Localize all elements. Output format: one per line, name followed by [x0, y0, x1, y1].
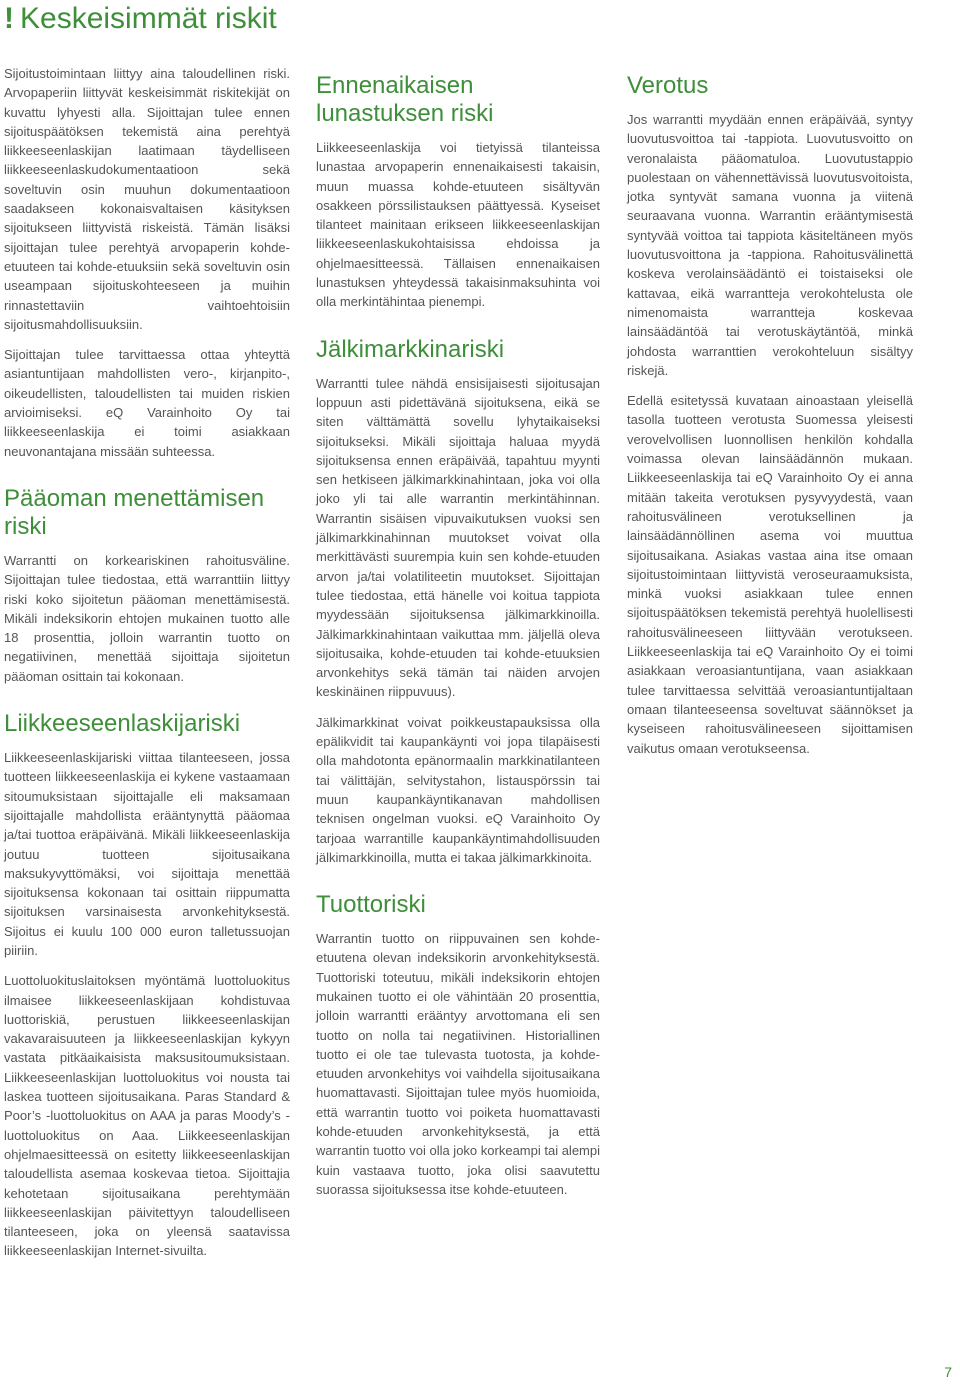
intro-paragraph: Sijoitustoimintaan liittyy aina taloudellinen riski. Arvopaperiin liittyvät keskeisimmät riskitekijät on kuvattu lyhyesti alla. Sijoittajan tulee ennen sijoituspäätöksen tekemistä aina perehtyä liikkeeseenlaskijan laatimaan täydelliseen liikkeeseenlaskudokumentaatioon sekä soveltuvin osin muuhun dokumentaatioon saadakseen kokonaisvaltaisen käsityksen sijoitukseen liittyvistä riskeistä. Tämän lisäksi sijoittajan tulee perehtyä arvopaperin kohde-etuuteen tai kohde-etuuksiin sekä soveltuvin osin useampaan sijoituskohteeseen ja muihin rinnastettaviin vaihtoehtoisiin sijoitusmahdollisuuksiin.	[4, 66, 290, 332]
section-heading-return-risk: Tuottoriski	[316, 891, 426, 919]
section-heading-issuer-risk: Liikkeeseenlaskijariski	[4, 710, 241, 738]
section-heading-capital-loss: Pääoman menettämisen riski	[4, 484, 265, 540]
exclamation-icon: !	[4, 2, 14, 35]
column-middle	[316, 64, 600, 1210]
section-heading-taxation: Verotus	[627, 72, 709, 99]
return-risk-paragraph: Warrantin tuotto on riippuvainen sen kohde-etuutena olevan indeksikorin arvonkehityksestä. Tuottoriski toteutuu, mikäli indeksikorin ehtojen mukainen tuotto ei ole vähintään 20 prosenttia, jolloin warrantti erääntyy arvottomana eli sen tuotto on nolla tai negatiivinen. Historiallinen tuotto ei ole tae tulevasta tuotosta, ja kohde-etuuden arvonkehitys voi vaihdella sijoitusaikana huomattavasti. Sijoittajan tulee myös huomioida, että warrantin tuotto voi poiketa huomattavasti kohde-etuuden arvonkehityksestä, ja että warrantin tuotto voi olla joko korkeampi tai alempi kuin vastaava tuotto, joka olisi saavutettu suorassa sijoituksessa itse kohde-etuuteen.	[316, 931, 600, 1197]
column-right	[627, 64, 913, 769]
secondary-market-paragraph: Warrantti tulee nähdä ensisijaisesti sijoitusajan loppuun asti pidettävänä sijoituksena, eikä se siten välttämättä sovellu lyhytaikaiseksi sijoitukseksi. Mikäli sijoittaja haluaa myydä sijoituksensa ennen eräpäivää, tapahtuu myynti sen hetkiseen jälkimarkkinahintaan, joka voi olla joko yli tai alle warrantin merkintähinnan. Warrantin sisäisen vipuvaikutuksen vuoksi sen jälkimarkkinahinnan muutokset voivat olla merkittävästi suurempia kuin sen kohde-etuuden arvon ja/tai volatiliteetin muutokset. Sijoittajan tulee tiedostaa, että hänelle voi koitua tappiota myydessään sijoituksensa jälkimarkkinoilla. Jälkimarkkinahintaan vaikuttaa mm. jäljellä oleva sijoitusaika, kohde-etuuden tai kohde-etuuksien arvonkehitys sekä tämän tai näiden arvojen keskinäinen riippuvuus).	[316, 375, 600, 700]
capital-loss-paragraph: Warrantti on korkeariskinen rahoitusväline. Sijoittajan tulee tiedostaa, että warranttiin liittyy riski koko sijoitetun pääoman menettämisestä. Mikäli indeksikorin ehtojen mukainen tuotto alle 18 prosenttia, jolloin warrantin tuotto on negatiivinen, menettää sijoittaja sijoitetun pääoman osittain tai kokonaan.	[4, 552, 290, 684]
section-heading-early-redemption: Ennenaikaisen lunastuksen riski	[316, 72, 494, 127]
taxation-disclaimer-paragraph: Edellä esitetyssä kuvataan ainoastaan yleisellä tasolla tuotteen verotusta Suomessa yleisesti verovelvollisen luonnollisen henkilön kohdalla voimassa olevan lainsäädännön mukaan. Liikkeeseenlaskija tai eQ Varainhoito Oy ei anna mitään takeita verotuksen pysyvyydestä, vaan rahoitusvälineen verotuksellinen ja lainsäädännöllinen asema voi muuttua sijoitusaikana. Asiakas vastaa aina itse omaan sijoitustoimintaan liittyvistä veroseuraamuksista, minkä vuoksi asiakkaan tulee ennen sijoituspäätöksen tekemistä perehtyä huolellisesti rahoitusvälineeseen liittyvään verotukseen. Liikkeeseenlaskija tai eQ Varainhoito Oy ei toimi asiakkaan veroasiantuntijana, vaan asiakkaan tulee tarvittaessa selvittää veroasiantuntijaltaan omaan tilanteeseensa soveltuvat säännökset ja kyseiseen rahoitusvälineeseen sijoittamisen vaikutus omaan verotukseensa.	[627, 393, 913, 756]
page-title-text: Keskeisimmät riskit	[20, 2, 277, 35]
taxation-paragraph: Jos warrantti myydään ennen eräpäivää, syntyy luovutusvoittoa tai -tappiota. Luovutusvoitto on veronalaista pääomatuloa. Luovutustappio puolestaan on vähennettävissä luovutusvoitoista, jotka syntyvät samana vuonna ja viitenä seuraavana vuonna. Warrantin erääntymisestä syntyvää voittoa tai tappiota käsiteltäneen myös luovutusvoittona ja -tappiona. Rahoitusvälinettä koskeva verolainsäädäntö ei toistaiseksi ole kattavaa, eikä warrantteja verokohtelusta ole nimenomaista warrantteja koskevaa lainsäädäntöä tai verotuskäytäntöä, minkä johdosta warranttien verokohteluun sisältyy riskejä.	[627, 112, 913, 378]
early-redemption-paragraph: Liikkeeseenlaskija voi tietyissä tilanteissa lunastaa arvopaperin ennenaikaisesti takaisin, muun muassa kohde-etuuteen sisältyvän osakkeen pörssilistauksen päättyessä. Kyseiset tilanteet mainitaan erikseen liikkeeseenlaskijan liikkeeseenlaskukohtaisissa ehdoissa ja ohjelmaesitteessä. Tällaisen ennenaikaisen lunastuksen yhteydessä takaisinmaksuhinta voi olla merkintähintaa pienempi.	[316, 140, 600, 310]
page-title	[4, 2, 277, 36]
section-heading-secondary-market: Jälkimarkkinariski	[316, 335, 505, 363]
issuer-risk-paragraph: Liikkeeseenlaskijariski viittaa tilanteeseen, jossa tuotteen liikkeeseenlaskija ei kykene vastaamaan sitoumuksistaan sijoittajalle eli maksamaan sijoittajalle mahdollista erääntynyttä pääomaa ja/tai tuottoa eräpäivänä. Mikäli liikkeeseenlaskija joutuu tuotteen sijoitusaikana maksukyvyttömäksi, voi sijoittaja menettää sijoituksensa kokonaan tai osittain riippumatta sijoituksen varsinaisesta arvonkehityksestä. Sijoitus ei kuulu 100 000 euron talletussuojan piiriin.	[4, 750, 290, 958]
credit-rating-paragraph: Luottoluokituslaitoksen myöntämä luottoluokitus ilmaisee liikkeeseenlaskijaan kohdistuvaa luottoriskiä, perustuen liikkeeseenlaskijan vakavaraisuuteen ja liikkeeseenlaskijan kykyyn vastata pitkäaikaisista maksusitoumuksistaan. Liikkeeseenlaskijan luottoluokitus voi nousta tai laskea tuotteen sijoitusaikana. Paras Standard & Poor’s -luottoluokitus on AAA ja paras Moody’s -luottoluokitus on Aaa. Liikkeeseenlaskijan ohjelmaesitteessä on esitetty liikkeeseenlaskijan taloudellista asemaa koskevaa tietoa. Sijoittajia kehotetaan sijoitusaikana perehtymään liikkeeseenlaskijan päivitettyyn taloudelliseen tilanteeseen, joka on yleensä saatavissa liikkeeseenlaskijan Internet-sivuilta.	[4, 973, 290, 1259]
page-number: 7	[944, 1364, 952, 1380]
column-left	[4, 64, 290, 1272]
liquidity-paragraph: Jälkimarkkinat voivat poikkeustapauksissa olla epälikvidit tai kaupankäynti voi jopa tilapäisesti olla mahdotonta epänormaalin markkinatilanteen tai välittäjän, selvitystahon, listauspörssin tai muun kaupankäyntikanavan mahdollisen teknisen ongelman vuoksi. eQ Varainhoito Oy tarjoaa warrantille kaupankäyntimahdollisuuden jälkimarkkinoilla, mutta ei takaa jälkimarkkinoita.	[316, 714, 600, 865]
advice-paragraph: Sijoittajan tulee tarvittaessa ottaa yhteyttä asiantuntijaan mahdollisten vero-, kirjanpito-, oikeudellisten, taloudellisten tai muiden riskien arvioimiseksi. eQ Varainhoito Oy tai liikkeeseenlaskija ei toimi asiakkaan neuvonantajana missään suhteessa.	[4, 347, 290, 459]
